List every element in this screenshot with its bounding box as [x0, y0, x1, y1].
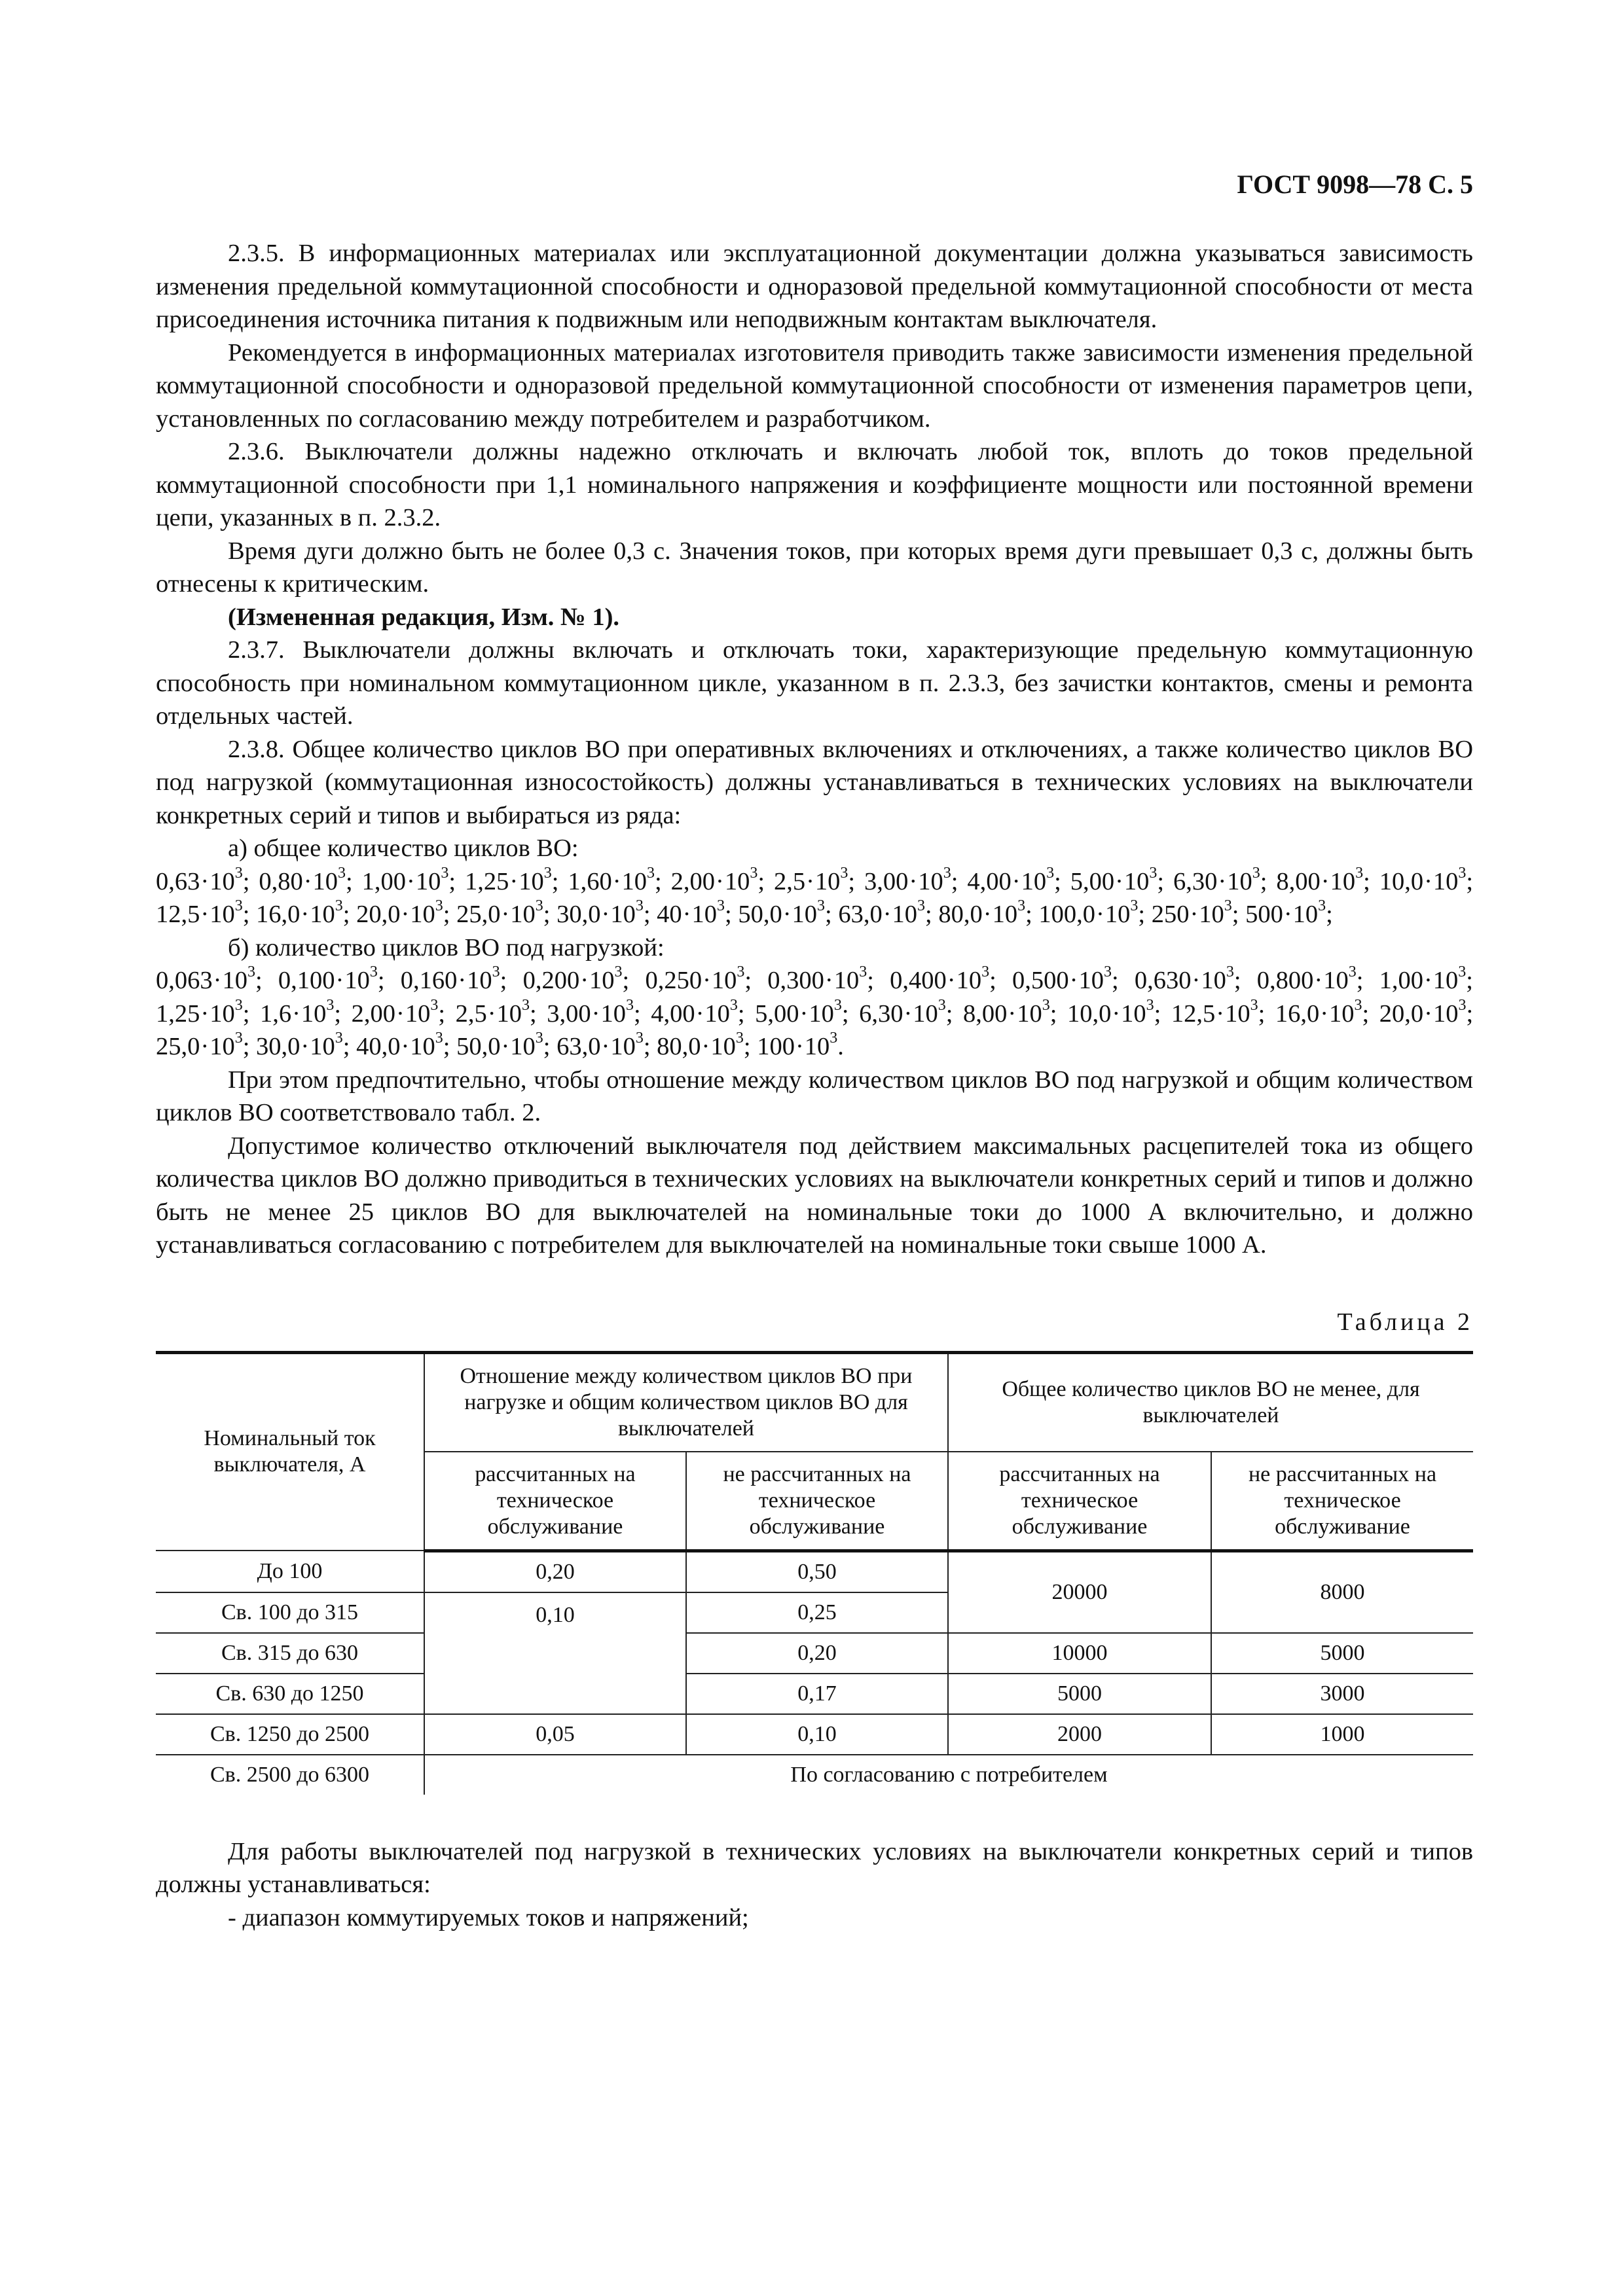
header-nominal-current: Номинальный ток выключателя, А — [156, 1352, 424, 1551]
header-total-not-calc: не рассчитанных на техническое обслуживание — [1211, 1452, 1473, 1551]
series-value: $2,00\cdot 10^3$; — [351, 996, 446, 1028]
list-item-range: - диапазон коммутируемых токов и напряжений; — [228, 1903, 749, 1931]
series-value: $50,0\cdot 10^3$; — [738, 897, 832, 928]
series-value: $40\cdot 10^3$; — [657, 897, 732, 928]
series-value: $25,0\cdot 10^3$; — [456, 897, 551, 928]
table-cell: Св. 100 до 315 — [156, 1592, 424, 1633]
table-cell-merged: По согласованию с потребителем — [424, 1755, 1473, 1795]
header-total-calc: рассчитанных на техническое обслуживание — [948, 1452, 1211, 1551]
list-a-values — [156, 865, 1473, 931]
table-cell: 0,20 — [424, 1551, 686, 1592]
table-cell: 0,05 — [424, 1714, 686, 1755]
table-cell: Св. 1250 до 2500 — [156, 1714, 424, 1755]
series-value: $40,0\cdot 10^3$; — [356, 1030, 450, 1060]
series-value: $2,00\cdot 10^3$; — [670, 864, 765, 895]
series-value: $0,160\cdot 10^3$; — [400, 963, 507, 994]
list-b-label: б) количество циклов ВО под нагрузкой: — [228, 933, 665, 961]
series-value: $63,0\cdot 10^3$; — [838, 897, 932, 928]
series-value: $3,00\cdot 10^3$; — [547, 996, 641, 1028]
series-value: $8,00\cdot 10^3$; — [1276, 864, 1370, 895]
table-cell: 20000 — [948, 1551, 1211, 1633]
paragraph-arc-time: Время дуги должно быть не более 0,3 с. Значения токов, при которых время дуги превышает 0,3 с, должны быть отнесены к критическим. — [156, 537, 1473, 598]
series-value: $0,300\cdot 10^3$; — [767, 963, 874, 994]
series-value: $16,0\cdot 10^3$; — [256, 897, 350, 928]
series-value: $12,5\cdot 10^3$; — [156, 897, 250, 928]
series-value: $100\cdot 10^3$. — [757, 1030, 844, 1060]
series-value: $1,25\cdot 10^3$; — [156, 996, 250, 1028]
series-value: $100,0\cdot 10^3$; — [1038, 897, 1146, 928]
paragraph-2-3-7: 2.3.7. Выключатели должны включать и отключать токи, характеризующие предельную коммутационную способность при номинальном коммутационном цикле, указанном в п. 2.3.3, без зачистки контактов, смены и ремонта отдельных частей. — [156, 636, 1473, 730]
table-cell: 0,50 — [686, 1551, 948, 1592]
paragraph-2-3-5: 2.3.5. В информационных материалах или эксплуатационной документации должна указываться зависимость изменения предельной коммутационной способности и одноразовой предельной коммутационной способности от места присоединения источника питания к подвижным или неподвижным контактам выключателя. — [156, 240, 1473, 333]
table-caption: Таблица 2 — [1337, 1308, 1473, 1336]
table-cell: 0,17 — [686, 1674, 948, 1714]
series-value: $10,0\cdot 10^3$; — [1067, 996, 1161, 1028]
series-value: $5,00\cdot 10^3$; — [1070, 864, 1165, 895]
series-value: $0,63\cdot 10^3$; — [156, 864, 250, 895]
paragraph-trips: Допустимое количество отключений выключателя под действием максимальных расцепителей тока из общего количества циклов ВО должно приводиться в технических условиях на выключатели конкретных серий и типов и должно быть не менее 25 циклов ВО для выключателей на номинальные токи до 1000 А включительно, и должно устанавливаться согласованию с потребителем для выключателей на номинальные токи свыше 1000 А. — [156, 1132, 1473, 1259]
series-value: $20,0\cdot 10^3$; — [1379, 996, 1474, 1028]
table-cell: 2000 — [948, 1714, 1211, 1755]
list-b-values — [156, 964, 1473, 1064]
series-value: $2,5\cdot 10^3$; — [455, 996, 537, 1028]
paragraph-2-3-8: 2.3.8. Общее количество циклов ВО при оперативных включениях и отключениях, а также количество циклов ВО под нагрузкой (коммутационная износостойкость) должны устанавливаться в технических условиях на выключатели конкретных серий и типов и выбираться из ряда: — [156, 735, 1473, 829]
series-value: $10,0\cdot 10^3$; — [1379, 864, 1474, 895]
table-cell: Св. 2500 до 6300 — [156, 1755, 424, 1795]
header-ratio-calc: рассчитанных на техническое обслуживание — [424, 1452, 686, 1551]
table-cell: 5000 — [1211, 1633, 1473, 1674]
series-value: $30,0\cdot 10^3$; — [256, 1030, 350, 1060]
table-cell: 0,25 — [686, 1592, 948, 1633]
series-value: $5,00\cdot 10^3$; — [755, 996, 849, 1028]
page-header: ГОСТ 9098—78 С. 5 — [1237, 170, 1473, 199]
table-cell: 5000 — [948, 1674, 1211, 1714]
table-cell: До 100 — [156, 1551, 424, 1592]
header-total-group: Общее количество циклов ВО не менее, для выключателей — [948, 1352, 1473, 1452]
series-value: $8,00\cdot 10^3$; — [963, 996, 1057, 1028]
series-value: $1,60\cdot 10^3$; — [568, 864, 662, 895]
series-value: $16,0\cdot 10^3$; — [1275, 996, 1370, 1028]
table-cell: 8000 — [1211, 1551, 1473, 1633]
paragraph-recommendation: Рекомендуется в информационных материалах изготовителя приводить также зависимости изменения предельной коммутационной способности и одноразовой предельной коммутационной способности от изменения параметров цепи, установленных по согласованию между потребителем и разработчиком. — [156, 338, 1473, 433]
table-cell: Св. 315 до 630 — [156, 1633, 424, 1674]
series-value: $1,25\cdot 10^3$; — [464, 864, 559, 895]
series-value: $1,00\cdot 10^3$; — [361, 864, 456, 895]
table-2 — [156, 1351, 1473, 1795]
series-value: $0,80\cdot 10^3$; — [259, 864, 353, 895]
table-cell: 0,20 — [686, 1633, 948, 1674]
series-value: $80,0\cdot 10^3$; — [657, 1030, 751, 1060]
series-value: $50,0\cdot 10^3$; — [456, 1030, 551, 1060]
series-value: $0,100\cdot 10^3$; — [278, 963, 385, 994]
series-value: $20,0\cdot 10^3$; — [356, 897, 450, 928]
series-value: $0,800\cdot 10^3$; — [1256, 963, 1364, 994]
header-ratio-group: Отношение между количеством циклов ВО при нагрузке и общим количеством циклов ВО для выключателей — [424, 1352, 948, 1452]
table-cell: 0,10 — [424, 1592, 686, 1714]
table-cell: Св. 630 до 1250 — [156, 1674, 424, 1714]
table-cell: 0,10 — [686, 1714, 948, 1755]
table-cell: 10000 — [948, 1633, 1211, 1674]
series-value: $0,250\cdot 10^3$; — [645, 963, 752, 994]
series-value: $6,30\cdot 10^3$; — [859, 996, 953, 1028]
table-cell: 3000 — [1211, 1674, 1473, 1714]
series-value: $0,200\cdot 10^3$; — [522, 963, 630, 994]
header-ratio-not-calc: не рассчитанных на техническое обслуживание — [686, 1452, 948, 1551]
series-value: $4,00\cdot 10^3$; — [967, 864, 1061, 895]
series-value: $0,400\cdot 10^3$; — [890, 963, 996, 994]
series-value: $3,00\cdot 10^3$; — [864, 864, 958, 895]
series-value: $80,0\cdot 10^3$; — [938, 897, 1032, 928]
series-value: $500\cdot 10^3$; — [1245, 897, 1333, 928]
series-value: $4,00\cdot 10^3$; — [651, 996, 745, 1028]
document-page — [156, 165, 1473, 1934]
series-value: $25,0\cdot 10^3$; — [156, 1030, 250, 1060]
paragraph-closing: Для работы выключателей под нагрузкой в технических условиях на выключатели конкретных серий и типов должны устанавливаться: — [156, 1837, 1473, 1898]
series-value: $0,500\cdot 10^3$; — [1012, 963, 1119, 994]
series-value: $0,630\cdot 10^3$; — [1134, 963, 1241, 994]
series-value: $2,5\cdot 10^3$; — [773, 864, 856, 895]
paragraph-ratio: При этом предпочтительно, чтобы отношение между количеством циклов ВО под нагрузкой и общим количеством циклов ВО соответствовало табл. 2. — [156, 1066, 1473, 1126]
series-value: $1,6\cdot 10^3$; — [259, 996, 342, 1028]
series-value: $63,0\cdot 10^3$; — [556, 1030, 651, 1060]
series-value: $6,30\cdot 10^3$; — [1173, 864, 1267, 895]
series-value: $0,063\cdot 10^3$; — [156, 963, 263, 994]
series-value: $30,0\cdot 10^3$; — [556, 897, 651, 928]
amendment-note: (Измененная редакция, Изм. № 1). — [228, 603, 620, 631]
series-value: $12,5\cdot 10^3$; — [1171, 996, 1266, 1028]
series-value: $1,00\cdot 10^3$; — [1379, 963, 1473, 994]
list-a-label: а) общее количество циклов ВО: — [228, 834, 579, 862]
series-value: $250\cdot 10^3$; — [1151, 897, 1239, 928]
paragraph-2-3-6: 2.3.6. Выключатели должны надежно отключать и включать любой ток, вплоть до токов предельной коммутационной способности при 1,1 номинального напряжения и коэффициенте мощности или постоянной времени цепи, указанных в п. 2.3.2. — [156, 438, 1473, 531]
table-cell: 1000 — [1211, 1714, 1473, 1755]
